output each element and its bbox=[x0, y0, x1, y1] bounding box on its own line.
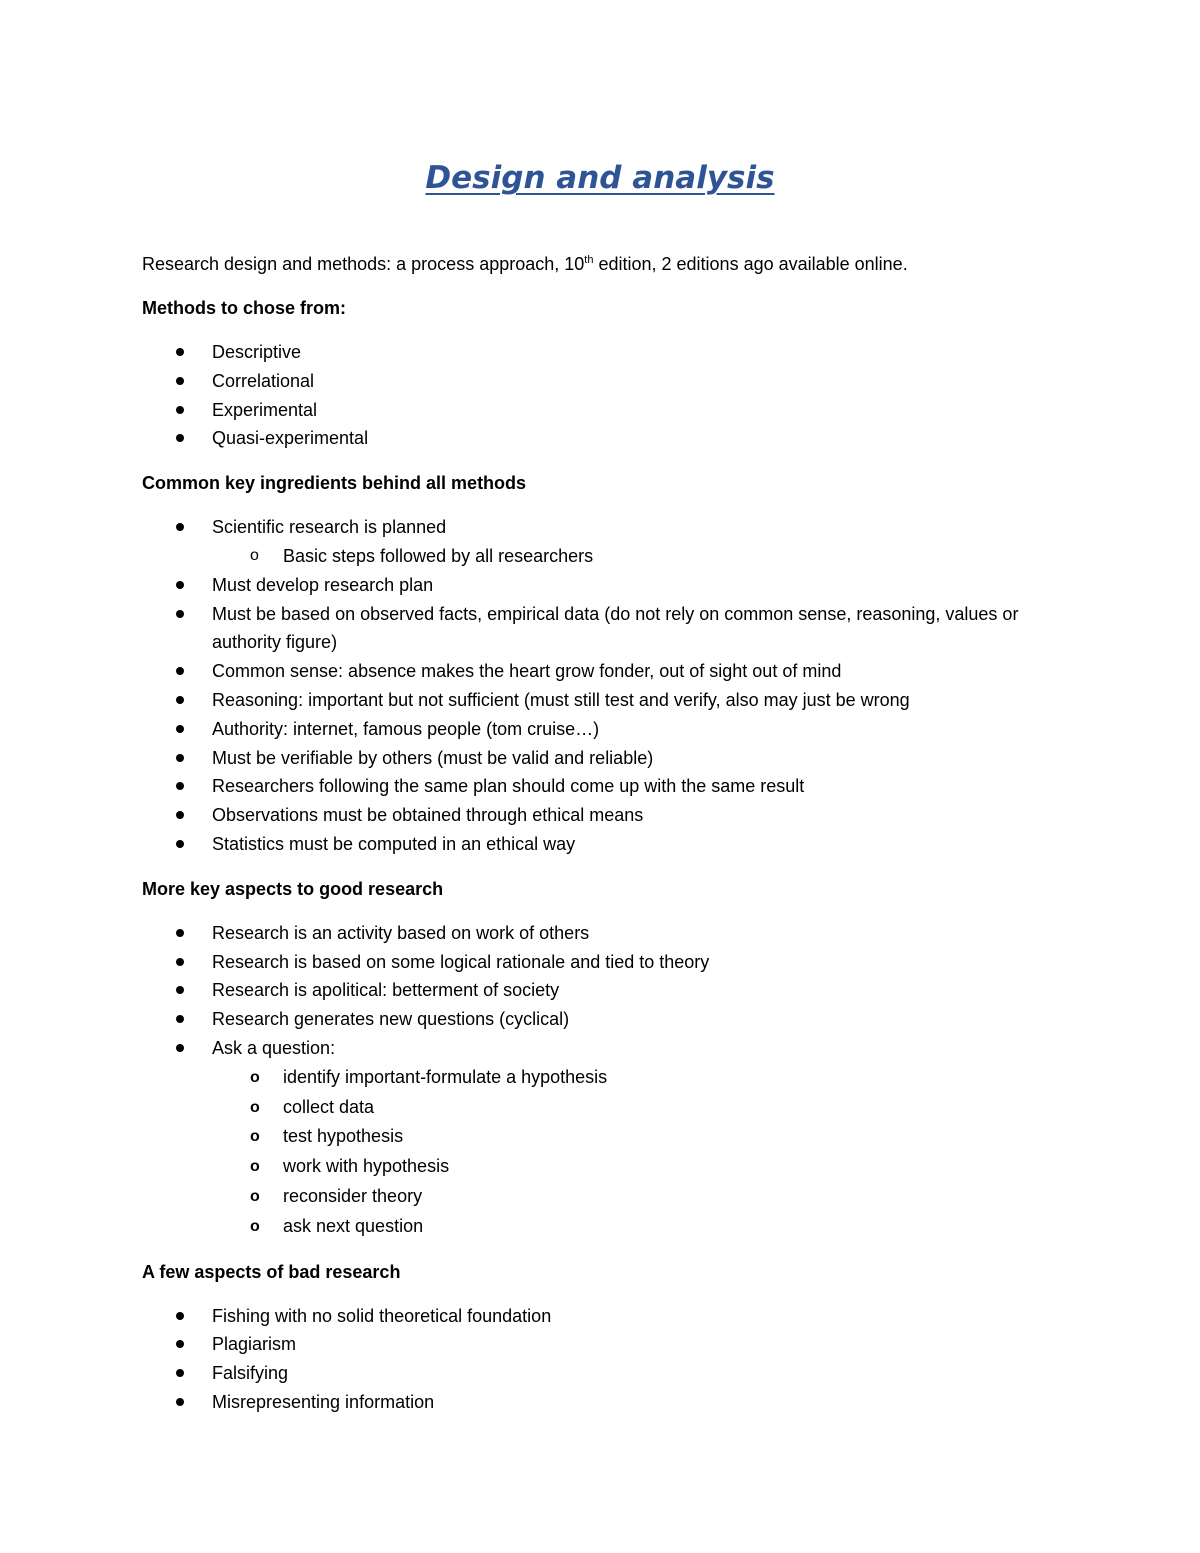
list-item: Experimental bbox=[142, 396, 1022, 425]
list-item: Fishing with no solid theoretical foundation bbox=[142, 1302, 1022, 1331]
list-item: Common sense: absence makes the heart grow fonder, out of sight out of mind bbox=[142, 657, 1022, 686]
list-item: Correlational bbox=[142, 367, 1022, 396]
document-title: Design and analysis bbox=[425, 160, 775, 196]
list-item: Authority: internet, famous people (tom cruise…) bbox=[142, 715, 1022, 744]
list-item: Observations must be obtained through ethical means bbox=[142, 801, 1022, 830]
section-heading-methods: Methods to chose from: bbox=[142, 298, 347, 318]
list-item: Quasi-experimental bbox=[142, 424, 1022, 453]
intro-text-before: Research design and methods: a process approach, 10 bbox=[142, 254, 585, 274]
list-item: Research generates new questions (cyclical) bbox=[142, 1005, 1022, 1034]
sub-list-item: o Basic steps followed by all researchers bbox=[142, 542, 1022, 571]
list-item: Statistics must be computed in an ethical way bbox=[142, 830, 1022, 859]
section-heading-bad-research: A few aspects of bad research bbox=[142, 1261, 401, 1282]
document-body bbox=[142, 250, 1022, 1417]
sub-list-item: o reconsider theory bbox=[142, 1182, 1022, 1212]
sub-list-item: o collect data bbox=[142, 1093, 1022, 1123]
list-item: Must develop research plan bbox=[142, 571, 1022, 600]
list-key-ingredients bbox=[142, 513, 1022, 859]
sub-list-item: o work with hypothesis bbox=[142, 1152, 1022, 1182]
list-item: Must be verifiable by others (must be valid and reliable) bbox=[142, 744, 1022, 773]
list-item: Research is based on some logical rationale and tied to theory bbox=[142, 948, 1022, 977]
section-heading-good-research: More key aspects to good research bbox=[142, 878, 444, 899]
sub-list-item: o test hypothesis bbox=[142, 1122, 1022, 1152]
list-item: Must be based on observed facts, empirical data (do not rely on common sense, reasoning, values or authority figure) bbox=[142, 600, 1022, 658]
intro-superscript: th bbox=[584, 254, 594, 266]
list-methods bbox=[142, 338, 1022, 453]
list-item: Reasoning: important but not sufficient (must still test and verify, also may just be wrong bbox=[142, 686, 1022, 715]
intro-paragraph bbox=[142, 250, 1022, 278]
list-item: Researchers following the same plan should come up with the same result bbox=[142, 772, 1022, 801]
list-good-research bbox=[142, 919, 1022, 1242]
intro-text-after: edition, 2 editions ago available online. bbox=[593, 254, 908, 274]
sub-list-item: o identify important-formulate a hypothesis bbox=[142, 1063, 1022, 1093]
section-heading-key-ingredients: Common key ingredients behind all methods bbox=[142, 473, 527, 494]
list-item: Research is apolitical: betterment of society bbox=[142, 976, 1022, 1005]
list-item: Research is an activity based on work of others bbox=[142, 919, 1022, 948]
list-item: Ask a question: bbox=[142, 1034, 1022, 1063]
list-item: Misrepresenting information bbox=[142, 1388, 1022, 1417]
list-item: Scientific research is planned bbox=[142, 513, 1022, 542]
list-bad-research bbox=[142, 1302, 1022, 1417]
list-item: Plagiarism bbox=[142, 1330, 1022, 1359]
sub-list-item: o ask next question bbox=[142, 1212, 1022, 1242]
list-item: Descriptive bbox=[142, 338, 1022, 367]
list-item: Falsifying bbox=[142, 1359, 1022, 1388]
